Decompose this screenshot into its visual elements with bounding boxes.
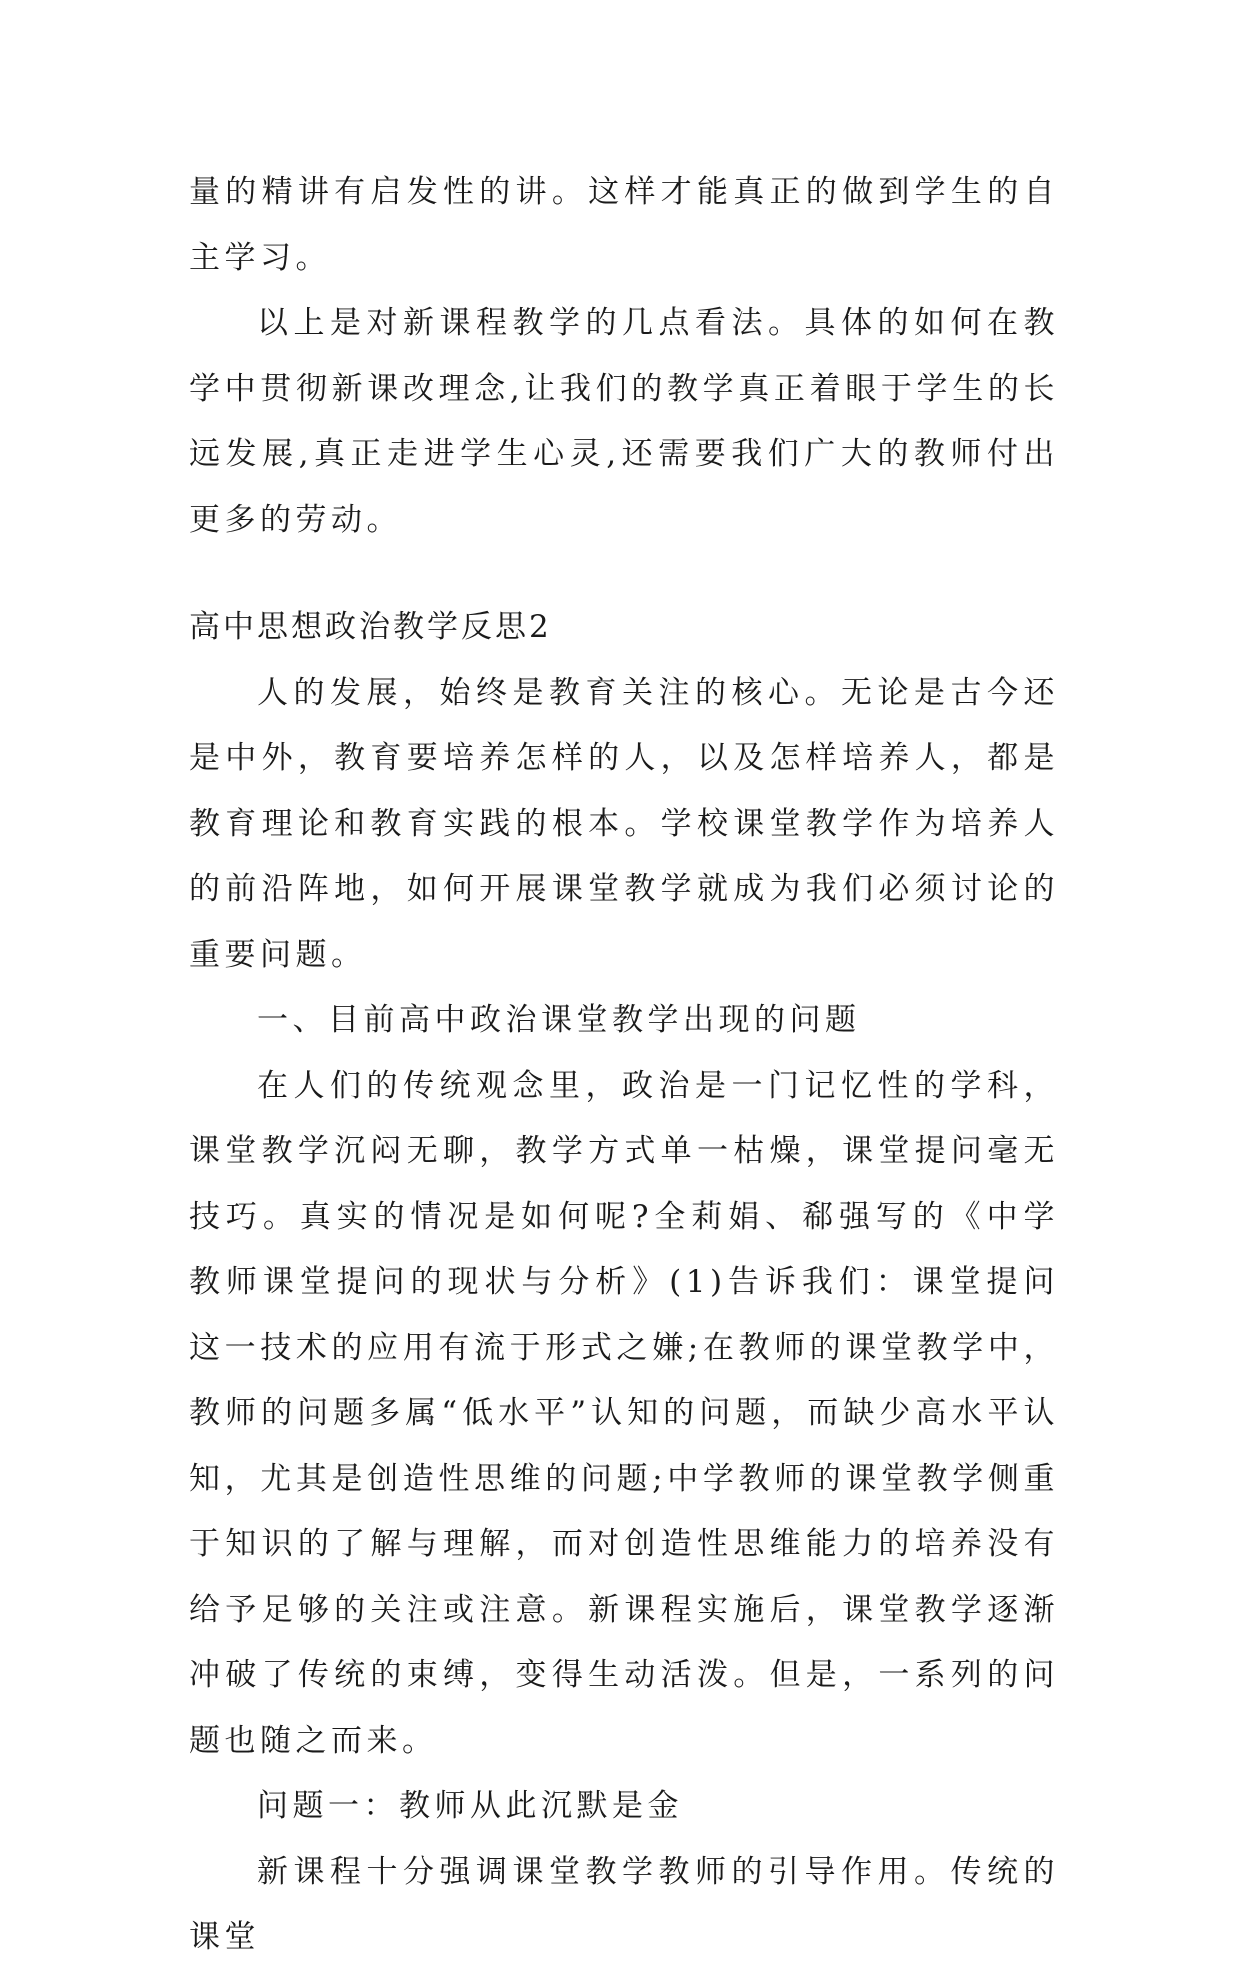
document-page (189, 160, 1059, 1971)
paragraph: 在人们的传统观念里，政治是一门记忆性的学科，课堂教学沉闷无聊，教学方式单一枯燥，课堂提问毫无技巧。真实的情况是如何呢?全莉娟、郗强写的《中学教师课堂提问的现状与分析》(1)告诉我们：课堂提问这一技术的应用有流于形式之嫌;在教师的课堂教学中，教师的问题多属“低水平”认知的问题，而缺少高水平认知，尤其是创造性思维的问题;中学教师的课堂教学侧重于知识的了解与理解，而对创造性思维能力的培养没有给予足够的关注或注意。新课程实施后，课堂教学逐渐冲破了传统的束缚，变得生动活泼。但是，一系列的问题也随之而来。 (189, 1067, 1059, 1759)
paragraph: 量的精讲有启发性的讲。这样才能真正的做到学生的自主学习。 (189, 174, 1059, 276)
paragraph: 人的发展，始终是教育关注的核心。无论是古今还是中外，教育要培养怎样的人，以及怎样培养人，都是教育理论和教育实践的根本。学校课堂教学作为培养人的前沿阵地，如何开展课堂教学就成为我们必须讨论的重要问题。 (189, 674, 1059, 973)
subheading: 问题一：教师从此沉默是金 (257, 1788, 683, 1824)
paragraph: 新课程十分强调课堂教学教师的引导作用。传统的课堂 (189, 1853, 1059, 1955)
section-spacer (189, 553, 1059, 595)
section-title: 高中思想政治教学反思2 (189, 609, 552, 645)
paragraph: 以上是对新课程教学的几点看法。具体的如何在教学中贯彻新课改理念,让我们的教学真正着眼于学生的长远发展,真正走进学生心灵,还需要我们广大的教师付出更多的劳动。 (189, 305, 1059, 538)
subheading: 一、目前高中政治课堂教学出现的问题 (257, 1002, 861, 1038)
